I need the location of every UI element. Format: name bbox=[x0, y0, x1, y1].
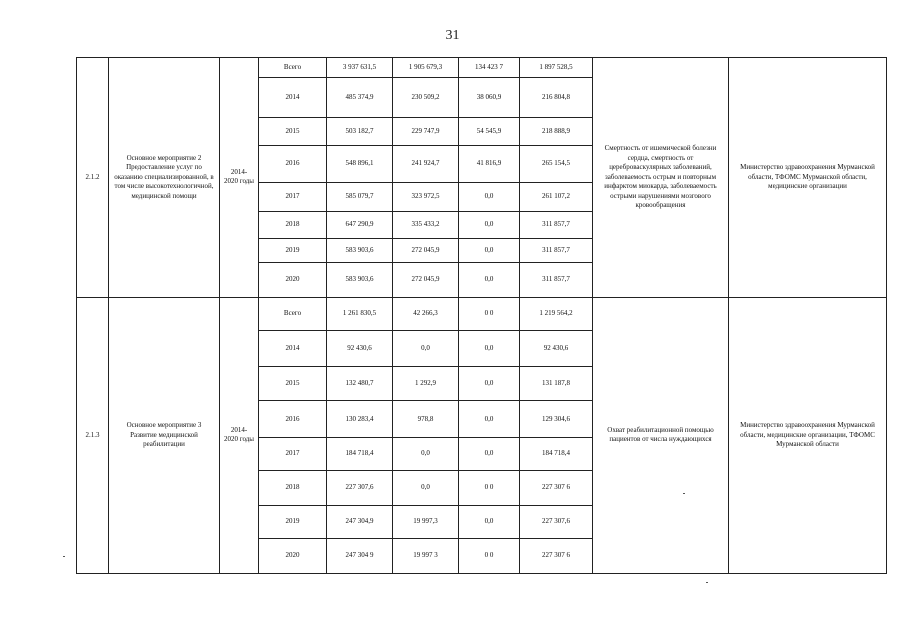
funding-cell: 978,8 bbox=[393, 401, 459, 438]
indicator-cell: Охват реабилитационной помощью пациентов от числа нуждающихся bbox=[593, 297, 729, 573]
funding-cell: 227 307,6 bbox=[520, 505, 593, 538]
funding-cell: 19 997 3 bbox=[393, 538, 459, 573]
funding-cell: 227 307 6 bbox=[520, 470, 593, 505]
year-cell: 2020 bbox=[259, 262, 327, 297]
year-cell: 2015 bbox=[259, 117, 327, 145]
total-cell: 583 903,6 bbox=[327, 238, 393, 262]
indicator-cell: Смертность от ишемической болезни сердца, смертность от цереброваскулярных заболеваний, заболеваемость острым и повторным инфарктом миокарда, заболеваемость острыми нарушениями мозгового кровообращения bbox=[593, 58, 729, 298]
page-number: 31 bbox=[445, 28, 460, 43]
funding-cell: 0,0 bbox=[459, 401, 520, 438]
funding-cell: 229 747,9 bbox=[393, 117, 459, 145]
funding-cell: 0 0 bbox=[459, 297, 520, 330]
activity-name: Основное мероприятие 2 Предоставление услуг по оказанию специализированной, в том числе высокотехнологичной, медицинской помощи bbox=[109, 58, 220, 298]
funding-cell: 335 433,2 bbox=[393, 212, 459, 239]
funding-cell: 0,0 bbox=[393, 438, 459, 470]
funding-cell: 311 857,7 bbox=[520, 238, 593, 262]
executor-cell: Министерство здравоохранения Мурманской области, ТФОМС Мурманской области, медицинские организации bbox=[729, 58, 887, 298]
funding-cell: 134 423 7 bbox=[459, 58, 520, 78]
funding-cell: 241 924,7 bbox=[393, 145, 459, 182]
funding-cell: 230 509,2 bbox=[393, 77, 459, 117]
section-number: 2.1.3 bbox=[77, 297, 109, 573]
funding-cell: 0,0 bbox=[459, 330, 520, 366]
funding-cell: 0,0 bbox=[459, 262, 520, 297]
scan-mark bbox=[683, 493, 685, 494]
funding-cell: 311 857,7 bbox=[520, 212, 593, 239]
total-cell: 132 480,7 bbox=[327, 367, 393, 401]
year-cell: 2017 bbox=[259, 183, 327, 212]
funding-cell: 0,0 bbox=[459, 212, 520, 239]
funding-cell: 54 545,9 bbox=[459, 117, 520, 145]
period: 2014-2020 годы bbox=[220, 297, 259, 573]
funding-cell: 0,0 bbox=[393, 330, 459, 366]
funding-cell: 0 0 bbox=[459, 538, 520, 573]
year-cell: 2018 bbox=[259, 470, 327, 505]
funding-cell: 1 905 679,3 bbox=[393, 58, 459, 78]
year-cell: 2019 bbox=[259, 238, 327, 262]
total-cell: 585 079,7 bbox=[327, 183, 393, 212]
total-cell: 247 304 9 bbox=[327, 538, 393, 573]
total-cell: 247 304,9 bbox=[327, 505, 393, 538]
total-cell: 485 374,9 bbox=[327, 77, 393, 117]
scan-mark bbox=[63, 556, 65, 557]
year-cell: 2016 bbox=[259, 401, 327, 438]
total-cell: 184 718,4 bbox=[327, 438, 393, 470]
total-cell: 583 903,6 bbox=[327, 262, 393, 297]
total-cell: 3 937 631,5 bbox=[327, 58, 393, 78]
funding-cell: 0,0 bbox=[459, 505, 520, 538]
funding-cell: 218 888,9 bbox=[520, 117, 593, 145]
year-cell: 2017 bbox=[259, 438, 327, 470]
section-number: 2.1.2 bbox=[77, 58, 109, 298]
funding-cell: 272 045,9 bbox=[393, 262, 459, 297]
total-cell: 130 283,4 bbox=[327, 401, 393, 438]
funding-cell: 0,0 bbox=[393, 470, 459, 505]
scan-mark bbox=[706, 582, 708, 583]
funding-cell: 311 857,7 bbox=[520, 262, 593, 297]
year-cell: 2014 bbox=[259, 330, 327, 366]
total-cell: 503 182,7 bbox=[327, 117, 393, 145]
funding-cell: 265 154,5 bbox=[520, 145, 593, 182]
program-table bbox=[76, 57, 887, 574]
funding-cell: 1 292,9 bbox=[393, 367, 459, 401]
total-cell: 647 290,9 bbox=[327, 212, 393, 239]
funding-cell: 38 060,9 bbox=[459, 77, 520, 117]
executor-cell: Министерство здравоохранения Мурманской области, медицинские организации, ТФОМС Мурманской области bbox=[729, 297, 887, 573]
funding-cell: 0,0 bbox=[459, 238, 520, 262]
funding-cell: 129 304,6 bbox=[520, 401, 593, 438]
funding-cell: 0,0 bbox=[459, 367, 520, 401]
table-row bbox=[77, 297, 887, 330]
year-cell: Всего bbox=[259, 58, 327, 78]
funding-cell: 19 997,3 bbox=[393, 505, 459, 538]
funding-cell: 323 972,5 bbox=[393, 183, 459, 212]
total-cell: 548 896,1 bbox=[327, 145, 393, 182]
year-cell: 2015 bbox=[259, 367, 327, 401]
year-cell: 2019 bbox=[259, 505, 327, 538]
funding-cell: 131 187,8 bbox=[520, 367, 593, 401]
year-cell: Всего bbox=[259, 297, 327, 330]
year-cell: 2018 bbox=[259, 212, 327, 239]
funding-cell: 1 219 564,2 bbox=[520, 297, 593, 330]
funding-cell: 261 107,2 bbox=[520, 183, 593, 212]
funding-cell: 42 266,3 bbox=[393, 297, 459, 330]
total-cell: 227 307,6 bbox=[327, 470, 393, 505]
funding-cell: 227 307 6 bbox=[520, 538, 593, 573]
funding-cell: 272 045,9 bbox=[393, 238, 459, 262]
funding-cell: 0,0 bbox=[459, 183, 520, 212]
funding-cell: 216 804,8 bbox=[520, 77, 593, 117]
funding-cell: 41 816,9 bbox=[459, 145, 520, 182]
period: 2014-2020 годы bbox=[220, 58, 259, 298]
funding-cell: 0 0 bbox=[459, 470, 520, 505]
year-cell: 2016 bbox=[259, 145, 327, 182]
total-cell: 1 261 830,5 bbox=[327, 297, 393, 330]
funding-cell: 184 718,4 bbox=[520, 438, 593, 470]
year-cell: 2020 bbox=[259, 538, 327, 573]
activity-name: Основное мероприятие 3 Развитие медицинской реабилитации bbox=[109, 297, 220, 573]
table-row bbox=[77, 58, 887, 78]
year-cell: 2014 bbox=[259, 77, 327, 117]
funding-cell: 0,0 bbox=[459, 438, 520, 470]
funding-cell: 1 897 528,5 bbox=[520, 58, 593, 78]
funding-cell: 92 430,6 bbox=[520, 330, 593, 366]
total-cell: 92 430,6 bbox=[327, 330, 393, 366]
